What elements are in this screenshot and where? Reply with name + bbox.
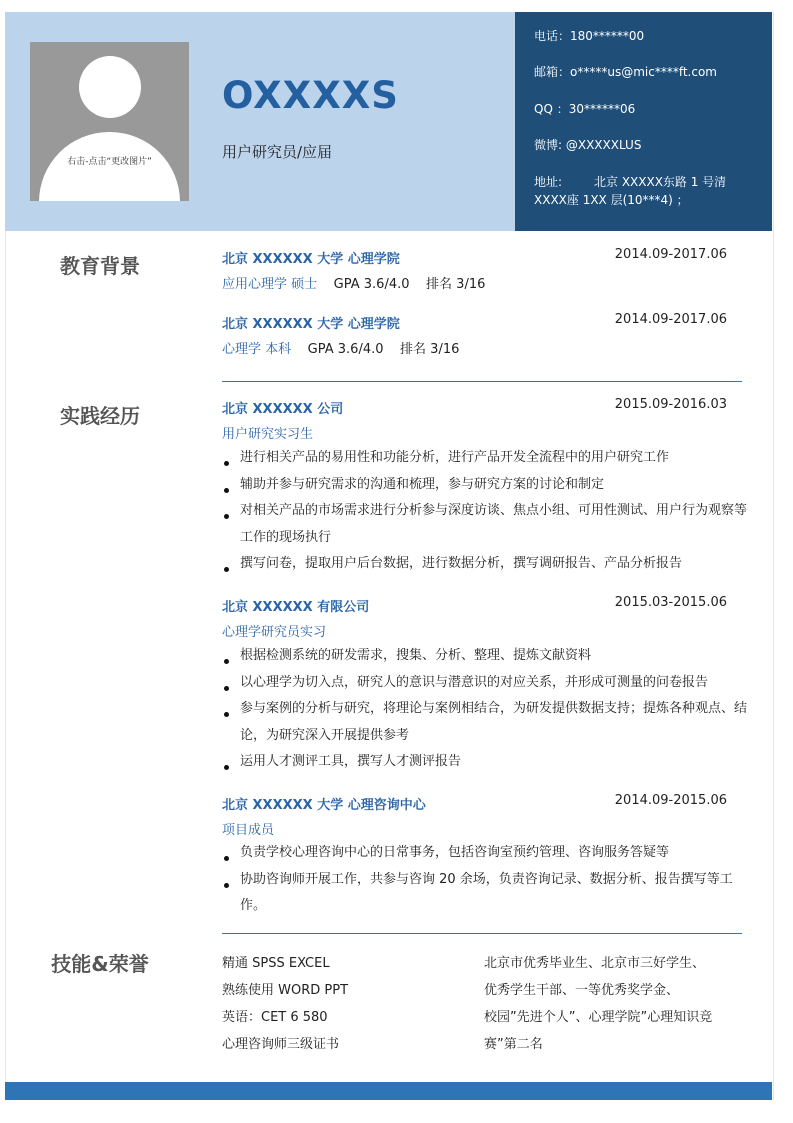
honor-item: 优秀学生干部、一等优秀奖学金、 [484,983,680,998]
honor-item: 北京市优秀毕业生、北京市三好学生、 [484,956,706,971]
list-item: 对相关产品的市场需求进行分析参与深度访谈、焦点小组、可用性测试、用户行为观察等工作的现场执行 [222,498,747,551]
divider-education [222,381,742,382]
contact-qq: QQ ：30******06 [534,102,636,116]
exp-org-2: 北京 XXXXXX 有限公司 [222,600,370,615]
list-item: 参与案例的分析与研究，将理论与案例相结合，为研发提供数据支持；提炼各种观点、结论，为研究深入开展提供参考 [222,696,747,749]
edu-org-1: 北京 XXXXXX 大学 心理学院 [222,252,400,267]
exp-role-3: 项目成员 [222,823,275,838]
exp-list-1 [222,445,747,578]
honors-right [484,950,712,1058]
edu-detail-1 [222,273,485,292]
avatar-head-icon [79,56,141,118]
address-line-1: 北京 XXXXX东路 1 号清 [594,175,727,189]
exp-date-3: 2014.09-2015.06 [614,793,727,808]
photo-hint: 右击-点击“更改图片” [67,157,152,167]
skill-item: 心理咨询师三级证书 [222,1037,340,1052]
section-title-education: 教育背景 [60,254,140,278]
exp-role-2: 心理学研究员实习 [222,625,327,640]
contact-weibo: 微博: @XXXXXLUS [534,138,642,152]
profile-photo[interactable] [30,42,189,201]
candidate-name: OXXXXS [222,74,399,117]
list-item: 进行相关产品的易用性和功能分析，进行产品开发全流程中的用户研究工作 [222,445,747,472]
edu-rank-1: 排名 3/16 [426,277,486,292]
exp-list-2 [222,643,747,776]
honor-item: 校园”先进个人”、心理学院”心理知识竞 [484,1010,713,1025]
exp-org-1: 北京 XXXXXX 公司 [222,402,344,417]
list-item: 根据检测系统的研发需求，搜集、分析、整理、提炼文献资料 [222,643,747,670]
exp-org-3: 北京 XXXXXX 大学 心理咨询中心 [222,798,426,813]
list-item: 撰写问卷，提取用户后台数据，进行数据分析，撰写调研报告、产品分析报告 [222,551,747,578]
address-label: 地址: [534,175,563,189]
contact-address [534,173,726,209]
list-item: 运用人才测评工具，撰写人才测评报告 [222,749,747,776]
list-item: 负责学校心理咨询中心的日常事务，包括咨询室预约管理、咨询服务答疑等 [222,840,747,867]
exp-list-3 [222,840,747,920]
edu-date-1: 2014.09-2017.06 [614,247,727,262]
skill-item: 英语：CET 6 580 [222,1010,328,1025]
skills-left [222,950,348,1058]
divider-practice [222,933,742,934]
edu-gpa-1: GPA 3.6/4.0 [333,277,410,292]
edu-detail-2 [222,338,459,357]
job-title: 用户研究员/应届 [222,143,333,161]
list-item: 以心理学为切入点，研究人的意识与潜意识的对应关系，并形成可测量的问卷报告 [222,670,747,697]
section-title-practice: 实践经历 [60,404,140,428]
edu-org-2: 北京 XXXXXX 大学 心理学院 [222,317,400,332]
section-title-skills: 技能&荣誉 [51,952,149,976]
contact-phone: 电话：180******00 [534,29,645,43]
list-item: 协助咨询师开展工作，共参与咨询 20 余场，负责咨询记录、数据分析、报告撰写等工作。 [222,867,747,920]
footer-bar [5,1082,772,1100]
contact-email: 邮箱：o*****us@mic****ft.com [534,65,717,79]
edu-gpa-2: GPA 3.6/4.0 [307,342,384,357]
honor-item: 赛”第二名 [484,1037,543,1052]
exp-date-1: 2015.09-2016.03 [614,397,727,412]
exp-date-2: 2015.03-2015.06 [614,595,727,610]
edu-major-1: 应用心理学 硕士 [222,277,318,292]
edu-date-2: 2014.09-2017.06 [614,312,727,327]
list-item: 辅助并参与研究需求的沟通和梳理，参与研究方案的讨论和制定 [222,472,747,499]
skill-item: 熟练使用 WORD PPT [222,983,349,998]
edu-major-2: 心理学 本科 [222,342,292,357]
address-line-2: XXXX座 1XX 层(10***4) ； [534,193,689,207]
exp-role-1: 用户研究实习生 [222,427,314,442]
skill-item: 精通 SPSS EXCEL [222,956,330,971]
edu-rank-2: 排名 3/16 [400,342,460,357]
